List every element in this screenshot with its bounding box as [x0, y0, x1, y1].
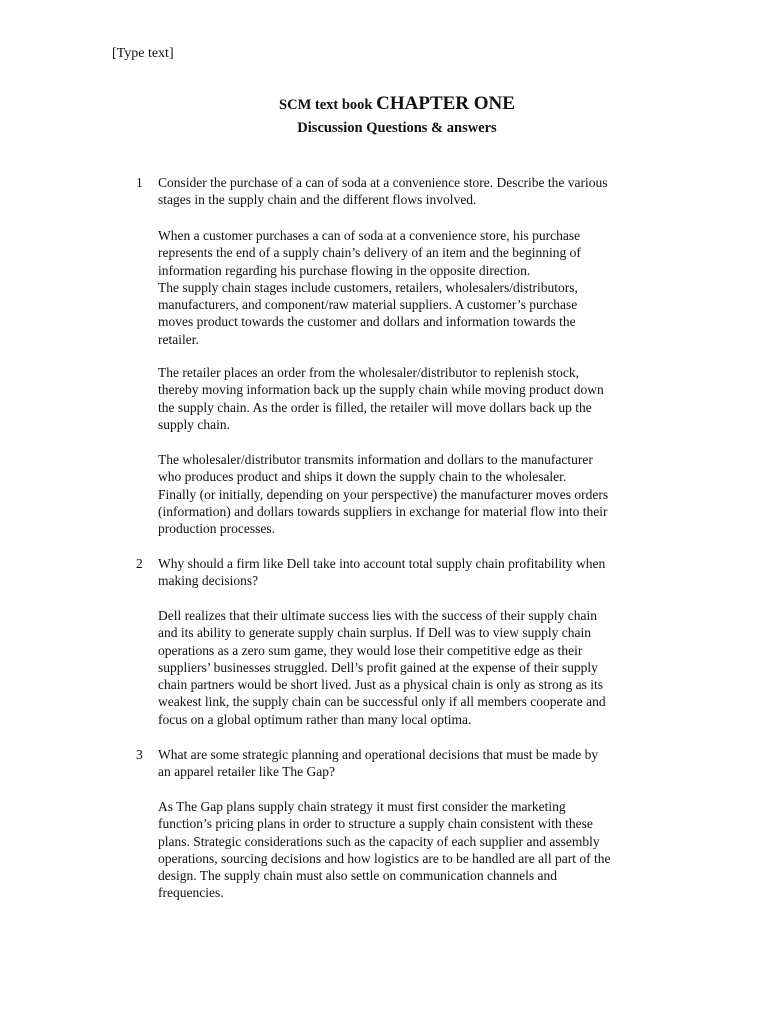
- answer-paragraph: [136, 607, 676, 728]
- question-1-block: [136, 174, 676, 209]
- question-number: 1: [136, 175, 143, 190]
- answer-paragraph: [136, 227, 676, 348]
- question-number: 2: [136, 556, 143, 571]
- question-text: Consider the purchase of a can of soda at a convenience store. Describe the various stages in the supply chain and the different flows involved.: [158, 175, 608, 208]
- document-title: [0, 93, 768, 116]
- question-text: What are some strategic planning and operational decisions that must be made by an apparel retailer like The Gap?: [158, 747, 599, 780]
- answer-text: The retailer places an order from the wholesaler/distributor to replenish stock, thereby moving information back up the supply chain while moving product down the supply chain. As the order is filled, the retailer will move dollars back up the supply chain.: [158, 365, 604, 432]
- answer-paragraph: [136, 798, 676, 902]
- answer-text: As The Gap plans supply chain strategy it must first consider the marketing function’s pricing plans in order to structure a supply chain consistent with these plans. Strategic considerations such as the capacity of each supplier and assembly operations, sourcing decisions and how logistics are to be handled are all part of the design. The supply chain must also settle on communication channels and frequencies.: [158, 799, 611, 901]
- document-subtitle: Discussion Questions & answers: [297, 120, 497, 136]
- header-placeholder: [Type text]: [112, 46, 174, 61]
- question-3-block: [136, 746, 676, 781]
- answer-paragraph: [136, 364, 676, 433]
- question-2-block: [136, 555, 676, 590]
- answer-paragraph: [136, 451, 676, 537]
- question-text: Why should a firm like Dell take into account total supply chain profitability when making decisions?: [158, 556, 606, 589]
- title-chapter: CHAPTER ONE: [376, 93, 515, 114]
- question-number: 3: [136, 747, 143, 762]
- answer-text: The wholesaler/distributor transmits information and dollars to the manufacturer who produces product and ships it down the supply chain to the wholesaler. Finally (or initially, depending on your perspective) the manufacturer moves orders (information) and dollars towards suppliers in exchange for material flow into their production processes.: [158, 452, 609, 537]
- answer-text: When a customer purchases a can of soda at a convenience store, his purchase represents the end of a supply chain’s delivery of an item and the beginning of information regarding his purchase flowing in the opposite direction. The supply chain stages include customers, retailers, wholesalers/distributors, manufacturers, and component/raw material suppliers. A customer’s purchase moves product towards the customer and dollars and information towards the retailer.: [158, 228, 581, 347]
- title-prefix: SCM text book: [279, 97, 377, 113]
- answer-text: Dell realizes that their ultimate success lies with the success of their supply chain and its ability to generate supply chain surplus. If Dell was to view supply chain operations as a zero sum game, they would lose their competitive edge as their suppliers’ businesses struggled. Dell’s profit gained at the expense of their supply chain partners would be short lived. Just as a physical chain is only as strong as its weakest link, the supply chain can be successful only if all members cooperate and focus on a global optimum rather than many local optima.: [158, 608, 606, 727]
